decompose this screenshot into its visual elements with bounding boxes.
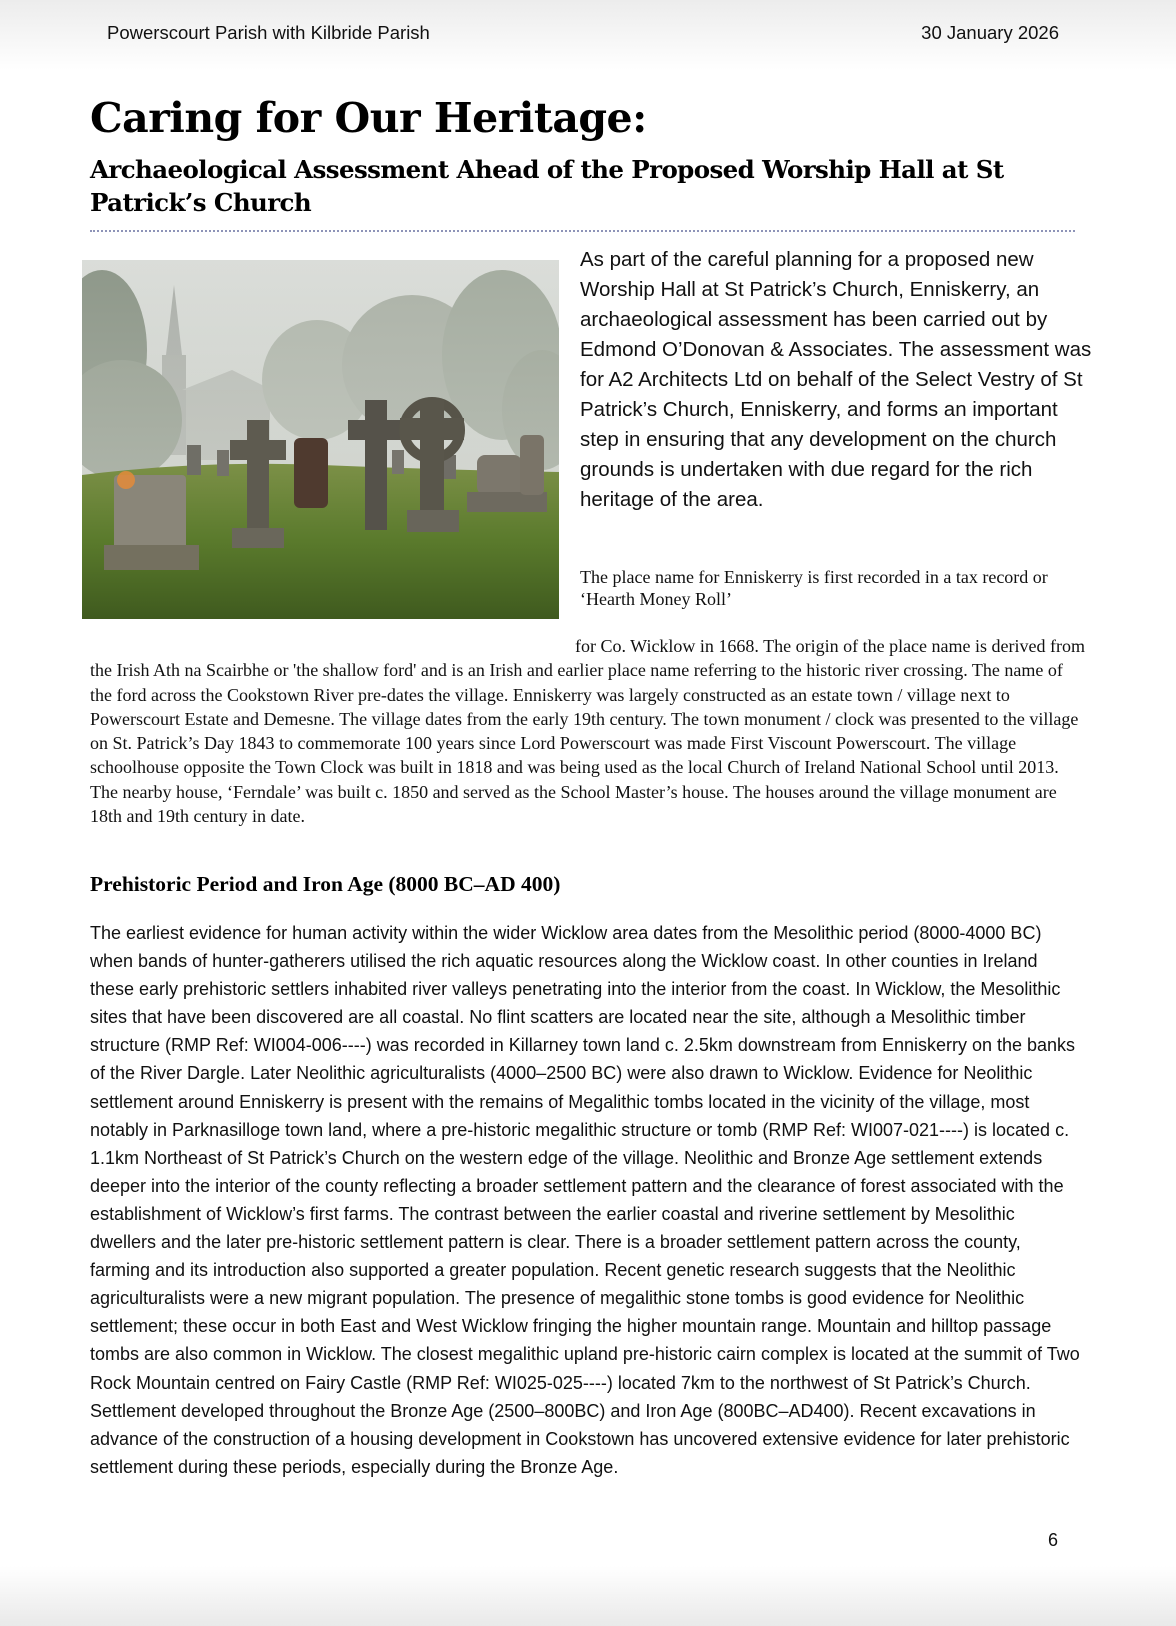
intro-paragraph: As part of the careful planning for a proposed new Worship Hall at St Patrick’s Church, Enniskerry, an archaeological assessment has been carried out by Edmond O’Donovan & Associates. The assessment was for A2 Architects Ltd on behalf of the Select Vestry of St Patrick’s Church, Enniskerry, and forms an important step in ensuring that any development on the church grounds is undertaken with due regard for the rich heritage of the area.	[580, 248, 1092, 511]
article-title: Caring for Our Heritage:	[90, 94, 647, 142]
article-subtitle: Archaeological Assessment Ahead of the Proposed Worship Hall at St Patrick’s Church	[90, 155, 1004, 217]
issue-date: 30 January 2026	[921, 22, 1059, 43]
placename-paragraph: The place name for Enniskerry is first recorded in a tax record or ‘Hearth Money Roll’	[580, 567, 1048, 609]
village-history-paragraph: for Co. Wicklow in 1668. The origin of the place name is derived from the Irish Ath na Scairbhe or 'the shallow ford' and is an Irish and earlier place name referring to the historic river crossing. The name of the ford across the Cookstown River pre-dates the village. Enniskerry was largely constructed as an estate town / village next to Powerscourt Estate and Demesne. The village dates from the early 19th century. The town monument / clock was presented to the village on St. Patrick’s Day 1843 to commemorate 100 years since Lord Powerscourt was made First Viscount Powerscourt. The village schoolhouse opposite the Town Clock was built in 1818 and was being used as the local Church of Ireland National School until 2013. The nearby house, ‘Ferndale’ was built c. 1850 and served as the School Master’s house. The houses around the village monument are 18th and 19th century in date.	[90, 636, 1085, 827]
prehistoric-paragraph: The earliest evidence for human activity within the wider Wicklow area dates from the Mesolithic period (8000-4000 BC) when bands of hunter-gatherers utilised the rich aquatic resources along the Wicklow coast. In other counties in Ireland these early prehistoric settlers inhabited river valleys penetrating into the interior from the coast. In Wicklow, the Mesolithic sites that have been discovered are all coastal. No flint scatters are located near the site, although a Mesolithic timber structure (RMP Ref: WI004-006----) was recorded in Killarney town land c. 2.5km downstream from Enniskerry on the banks of the River Dargle. Later Neolithic agriculturalists (4000–2500 BC) were also drawn to Wicklow. Evidence for Neolithic settlement around Enniskerry is present with the remains of Megalithic tombs located in the vicinity of the village, most notably in Parknasilloge town land, where a pre-historic megalithic structure or tomb (RMP Ref: WI007-021----) is located c. 1.1km Northeast of St Patrick’s Church on the western edge of the village. Neolithic and Bronze Age settlement extends deeper into the interior of the county reflecting a broader settlement pattern and the clearance of forest associated with the establishment of Wicklow’s first farms. The contrast between the earlier coastal and riverine settlement by Mesolithic dwellers and the later pre-historic settlement pattern is clear. There is a broader settlement pattern across the county, farming and its introduction also supported a greater population. Recent genetic research suggests that the Neolithic agriculturalists were a new migrant population. The presence of megalithic stone tombs is good evidence for Neolithic settlement; these occur in both East and West Wicklow fringing the higher mountain range. Mountain and hilltop passage tombs are also common in Wicklow. The closest megalithic upland pre-historic cairn complex is located at the summit of Two Rock Mountain centred on Fairy Castle (RMP Ref: WI025-025----) located 7km to the northwest of St Patrick’s Church. Settlement developed throughout the Bronze Age (2500–800BC) and Iron Age (800BC–AD400). Recent excavations in advance of the construction of a housing development in Cookstown has uncovered extensive evidence for later prehistoric settlement during these periods, especially during the Bronze Age.	[90, 923, 1080, 1477]
dotted-divider	[90, 230, 1075, 232]
publication-name: Powerscourt Parish with Kilbride Parish	[107, 22, 430, 43]
page-number: 6	[1048, 1530, 1059, 1550]
page-bottom-shadow	[0, 1566, 1176, 1626]
churchyard-photo	[82, 260, 559, 619]
section-heading: Prehistoric Period and Iron Age (8000 BC–AD 400)	[90, 872, 561, 896]
